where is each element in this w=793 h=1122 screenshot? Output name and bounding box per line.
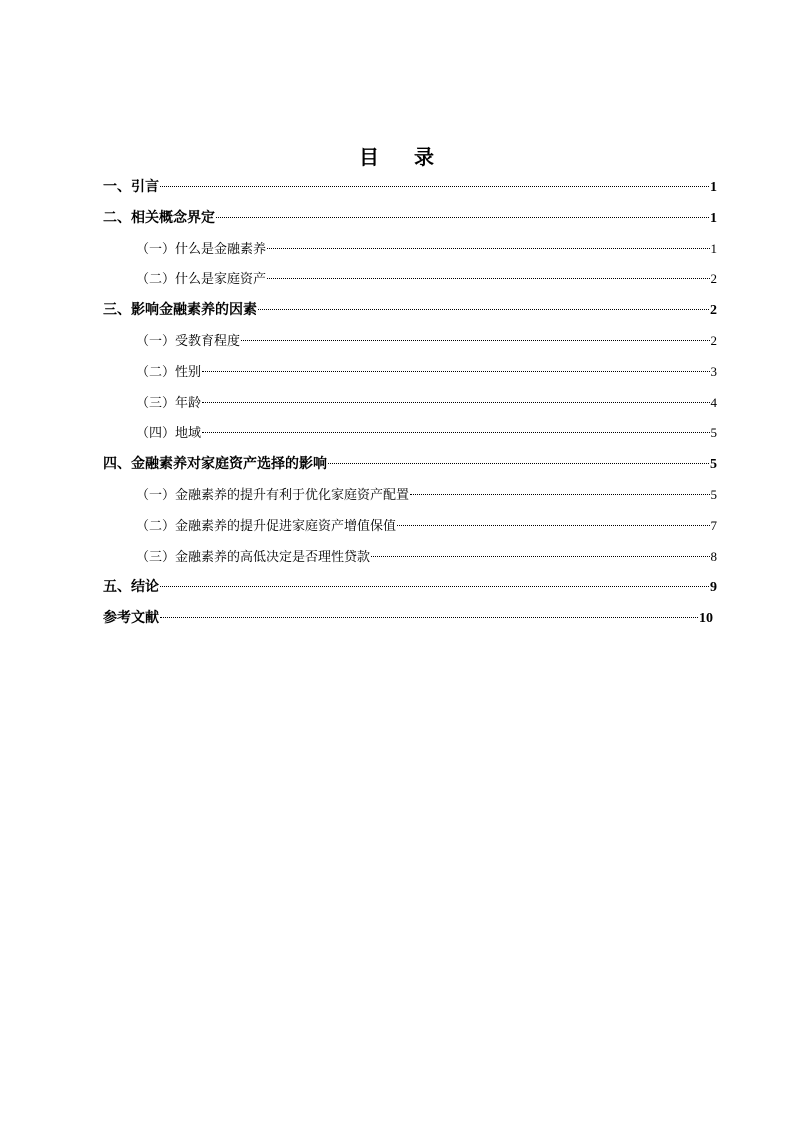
- toc-entry-page-number: 1: [710, 240, 717, 256]
- dot-leader: [410, 494, 709, 495]
- toc-subentry-region[interactable]: [103, 418, 717, 449]
- toc-entry-page-number: 9: [710, 580, 717, 596]
- toc-entry-page-number: 5: [710, 425, 717, 441]
- toc-subentry-financial-literacy[interactable]: [103, 234, 717, 265]
- dot-leader: [160, 617, 698, 618]
- toc-entry-text: 参考文献: [103, 610, 159, 627]
- dot-leader: [371, 556, 709, 557]
- dot-leader: [216, 217, 709, 218]
- dot-leader: [397, 525, 709, 526]
- table-of-contents: [103, 172, 717, 634]
- toc-entry-text: 四、金融素养对家庭资产选择的影响: [103, 456, 327, 473]
- toc-entry-page-number: 5: [710, 457, 717, 473]
- toc-entry-page-number: 2: [710, 332, 717, 348]
- page-title: 目 录: [359, 145, 448, 169]
- toc-entry-page-number: 8: [710, 548, 717, 564]
- toc-subentry-asset-appreciation[interactable]: [103, 511, 717, 542]
- toc-subentry-gender[interactable]: [103, 357, 717, 388]
- toc-entry-concept-definition[interactable]: [103, 203, 717, 234]
- dot-leader: [267, 248, 709, 249]
- toc-entry-text: （二）金融素养的提升促进家庭资产增值保值: [136, 518, 397, 534]
- toc-entry-text: （一）受教育程度: [136, 333, 241, 349]
- toc-entry-text: （二）性别: [136, 364, 202, 380]
- toc-entry-influencing-factors[interactable]: [103, 295, 717, 326]
- toc-entry-references[interactable]: [103, 603, 713, 634]
- toc-entry-page-number: 1: [710, 210, 717, 226]
- toc-entry-page-number: 10: [699, 611, 713, 627]
- toc-entry-page-number: 3: [710, 363, 717, 379]
- toc-entry-text: （三）金融素养的高低决定是否理性贷款: [136, 549, 371, 565]
- dot-leader: [267, 278, 709, 279]
- toc-entry-page-number: 1: [710, 180, 717, 195]
- dot-leader: [258, 309, 709, 310]
- toc-entry-text: （一）什么是金融素养: [136, 241, 267, 257]
- toc-subentry-education[interactable]: [103, 326, 717, 357]
- toc-entry-impact-on-asset-choice[interactable]: [103, 449, 717, 480]
- toc-entry-text: （三）年龄: [136, 395, 202, 411]
- toc-entry-text: （一）金融素养的提升有利于优化家庭资产配置: [136, 487, 410, 503]
- dot-leader: [328, 463, 709, 464]
- dot-leader: [202, 371, 709, 372]
- toc-entry-page-number: 2: [710, 303, 717, 319]
- toc-entry-text: （四）地域: [136, 426, 202, 442]
- dot-leader: [202, 432, 709, 433]
- toc-entry-page-number: 5: [710, 486, 717, 502]
- toc-entry-introduction[interactable]: [103, 172, 717, 203]
- toc-subentry-age[interactable]: [103, 388, 717, 419]
- toc-entry-text: 五、结论: [103, 579, 159, 596]
- toc-entry-text: 二、相关概念界定: [103, 209, 215, 226]
- toc-entry-text: 一、引言: [103, 179, 159, 195]
- dot-leader: [160, 586, 709, 587]
- toc-entry-page-number: 7: [710, 517, 717, 533]
- toc-entry-text: （二）什么是家庭资产: [136, 272, 267, 288]
- dot-leader: [160, 186, 709, 187]
- dot-leader: [241, 340, 709, 341]
- dot-leader: [202, 402, 709, 403]
- toc-subentry-optimize-allocation[interactable]: [103, 480, 717, 511]
- toc-entry-page-number: 4: [710, 394, 717, 410]
- toc-entry-conclusion[interactable]: [103, 572, 717, 603]
- toc-entry-text: 三、影响金融素养的因素: [103, 302, 257, 319]
- toc-subentry-household-assets[interactable]: [103, 264, 717, 295]
- toc-entry-page-number: 2: [710, 271, 717, 287]
- toc-subentry-rational-loans[interactable]: [103, 542, 717, 573]
